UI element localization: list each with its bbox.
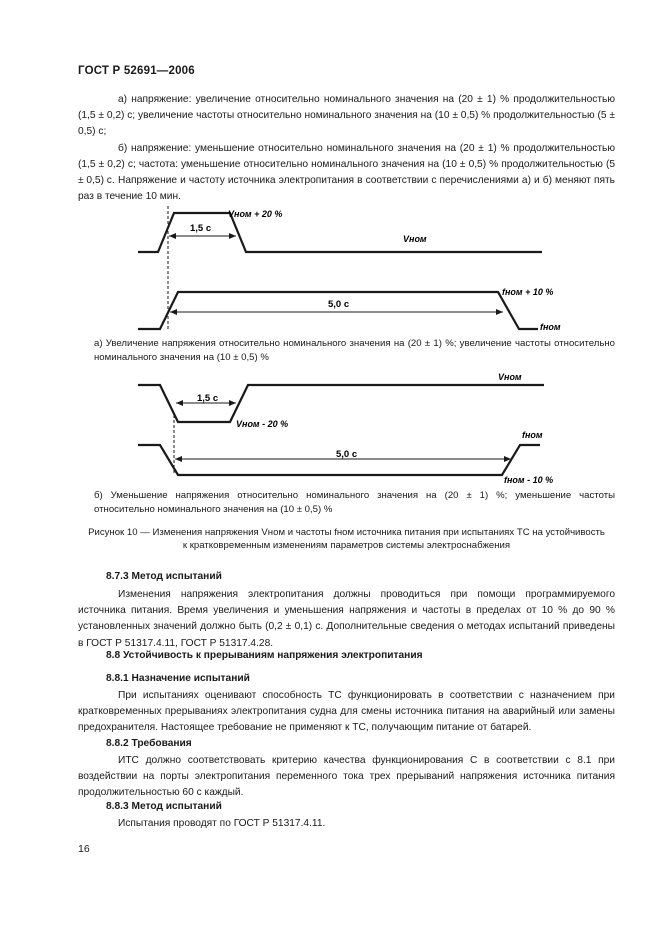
figure-b-label-v-minus: Vном - 20 %	[236, 419, 289, 429]
figure-caption-line2: к кратковременным изменениям параметров системы электроснабжения	[182, 540, 511, 551]
figure-b-caption: б) Уменьшение напряжения относительно номинального значения на (20 ± 1) %; уменьшение частоты относительно номинального значения на (10 ± 0,5) %	[94, 490, 615, 515]
section-873-text: Изменения напряжения электропитания должны проводиться при помощи программируемого источника питания. Время увеличения и уменьшения напряжения и частоты в пределах от 10 % до 90 % установленных значений должно быть (0,2 ± 0,1) с. Дополнительные сведения о методах испытаний приведены в ГОСТ Р 51317.4.11, ГОСТ Р 51317.4.28.	[78, 589, 615, 649]
figure-a-caption: а) Увеличение напряжения относительно номинального значения на (20 ± 1) %; увеличение частоты относительно номинального значения на (10 ± 0,5) %	[94, 338, 615, 363]
figure-b-label-f-minus: fном - 10 %	[504, 475, 554, 485]
figure-a-label-f-nom: fном	[540, 322, 561, 332]
figure-b-label-f-nom: fном	[522, 430, 543, 440]
figure-b-dur-short: 1,5 с	[197, 393, 219, 404]
figure-a-frequency-trace	[138, 292, 538, 329]
section-883-heading: 8.8.3 Метод испытаний	[106, 801, 222, 812]
section-882-text: ИТС должно соответствовать критерию качества функционирования С в соответствии с 8.1 при воздействии на порты электропитания переменного тока трех прерываний напряжения источника питания продолжительностью 60 с каждый.	[78, 755, 615, 799]
figure-a-label-v-plus: Vном + 20 %	[228, 209, 283, 219]
figure-b-diagram	[78, 370, 615, 490]
figure-b-dur-long: 5,0 с	[336, 449, 358, 460]
document-header: ГОСТ Р 52691—2006	[78, 65, 195, 77]
figure-caption-line1: Рисунок 10 — Изменения напряжения Vном и частоты fном источника питания при испытаниях ТС на устойчивость	[88, 527, 605, 538]
section-883-text: Испытания проводят по ГОСТ Р 51317.4.11.	[118, 818, 326, 829]
paragraph-a: а) напряжение: увеличение относительно номинального значения на (20 ± 1) % продолжительностью (1,5 ± 0,2) с; увеличение частоты относительно номинального значения на (10 ± 0,5) % продолжительностью (5 ± 0,5) с;	[78, 94, 615, 138]
section-882-heading: 8.8.2 Требования	[106, 738, 192, 749]
paragraph-b: б) напряжение: уменьшение относительно номинального значения на (20 ± 1) % продолжительностью (1,5 ± 0,2) с; частота: уменьшение относительно номинального значения на (10 ± 0,5) % продолжительностью (5 ± 0,5) с.	[78, 143, 615, 187]
section-88-heading: 8.8 Устойчивость к прерываниям напряжения электропитания	[106, 650, 423, 661]
figure-a-dur-short: 1,5 с	[190, 223, 212, 234]
section-881-text: При испытаниях оценивают способность ТС функционировать в соответствии с назначением при кратковременных прерываниях электропитания судна для смены источника питания на аварийный или замены предохранителя. Настоящее требование не применяют к ТС, получающим питание от батарей.	[78, 690, 615, 734]
figure-a-label-f-plus: fном + 10 %	[502, 287, 554, 297]
paragraph-c: Напряжение и частоту источника электропитания в соответствии с перечислениями а) и б) меняют пять раз в течение 10 мин.	[78, 175, 615, 203]
page-number: 16	[78, 843, 90, 855]
figure-a-label-v-nom: Vном	[403, 234, 427, 244]
figure-a-dur-long: 5,0 с	[328, 299, 350, 310]
section-881-heading: 8.8.1 Назначение испытаний	[106, 673, 250, 684]
figure-b-label-v-nom: Vном	[498, 372, 522, 382]
section-873-heading: 8.7.3 Метод испытаний	[106, 571, 222, 582]
figure-a-diagram	[78, 200, 615, 340]
